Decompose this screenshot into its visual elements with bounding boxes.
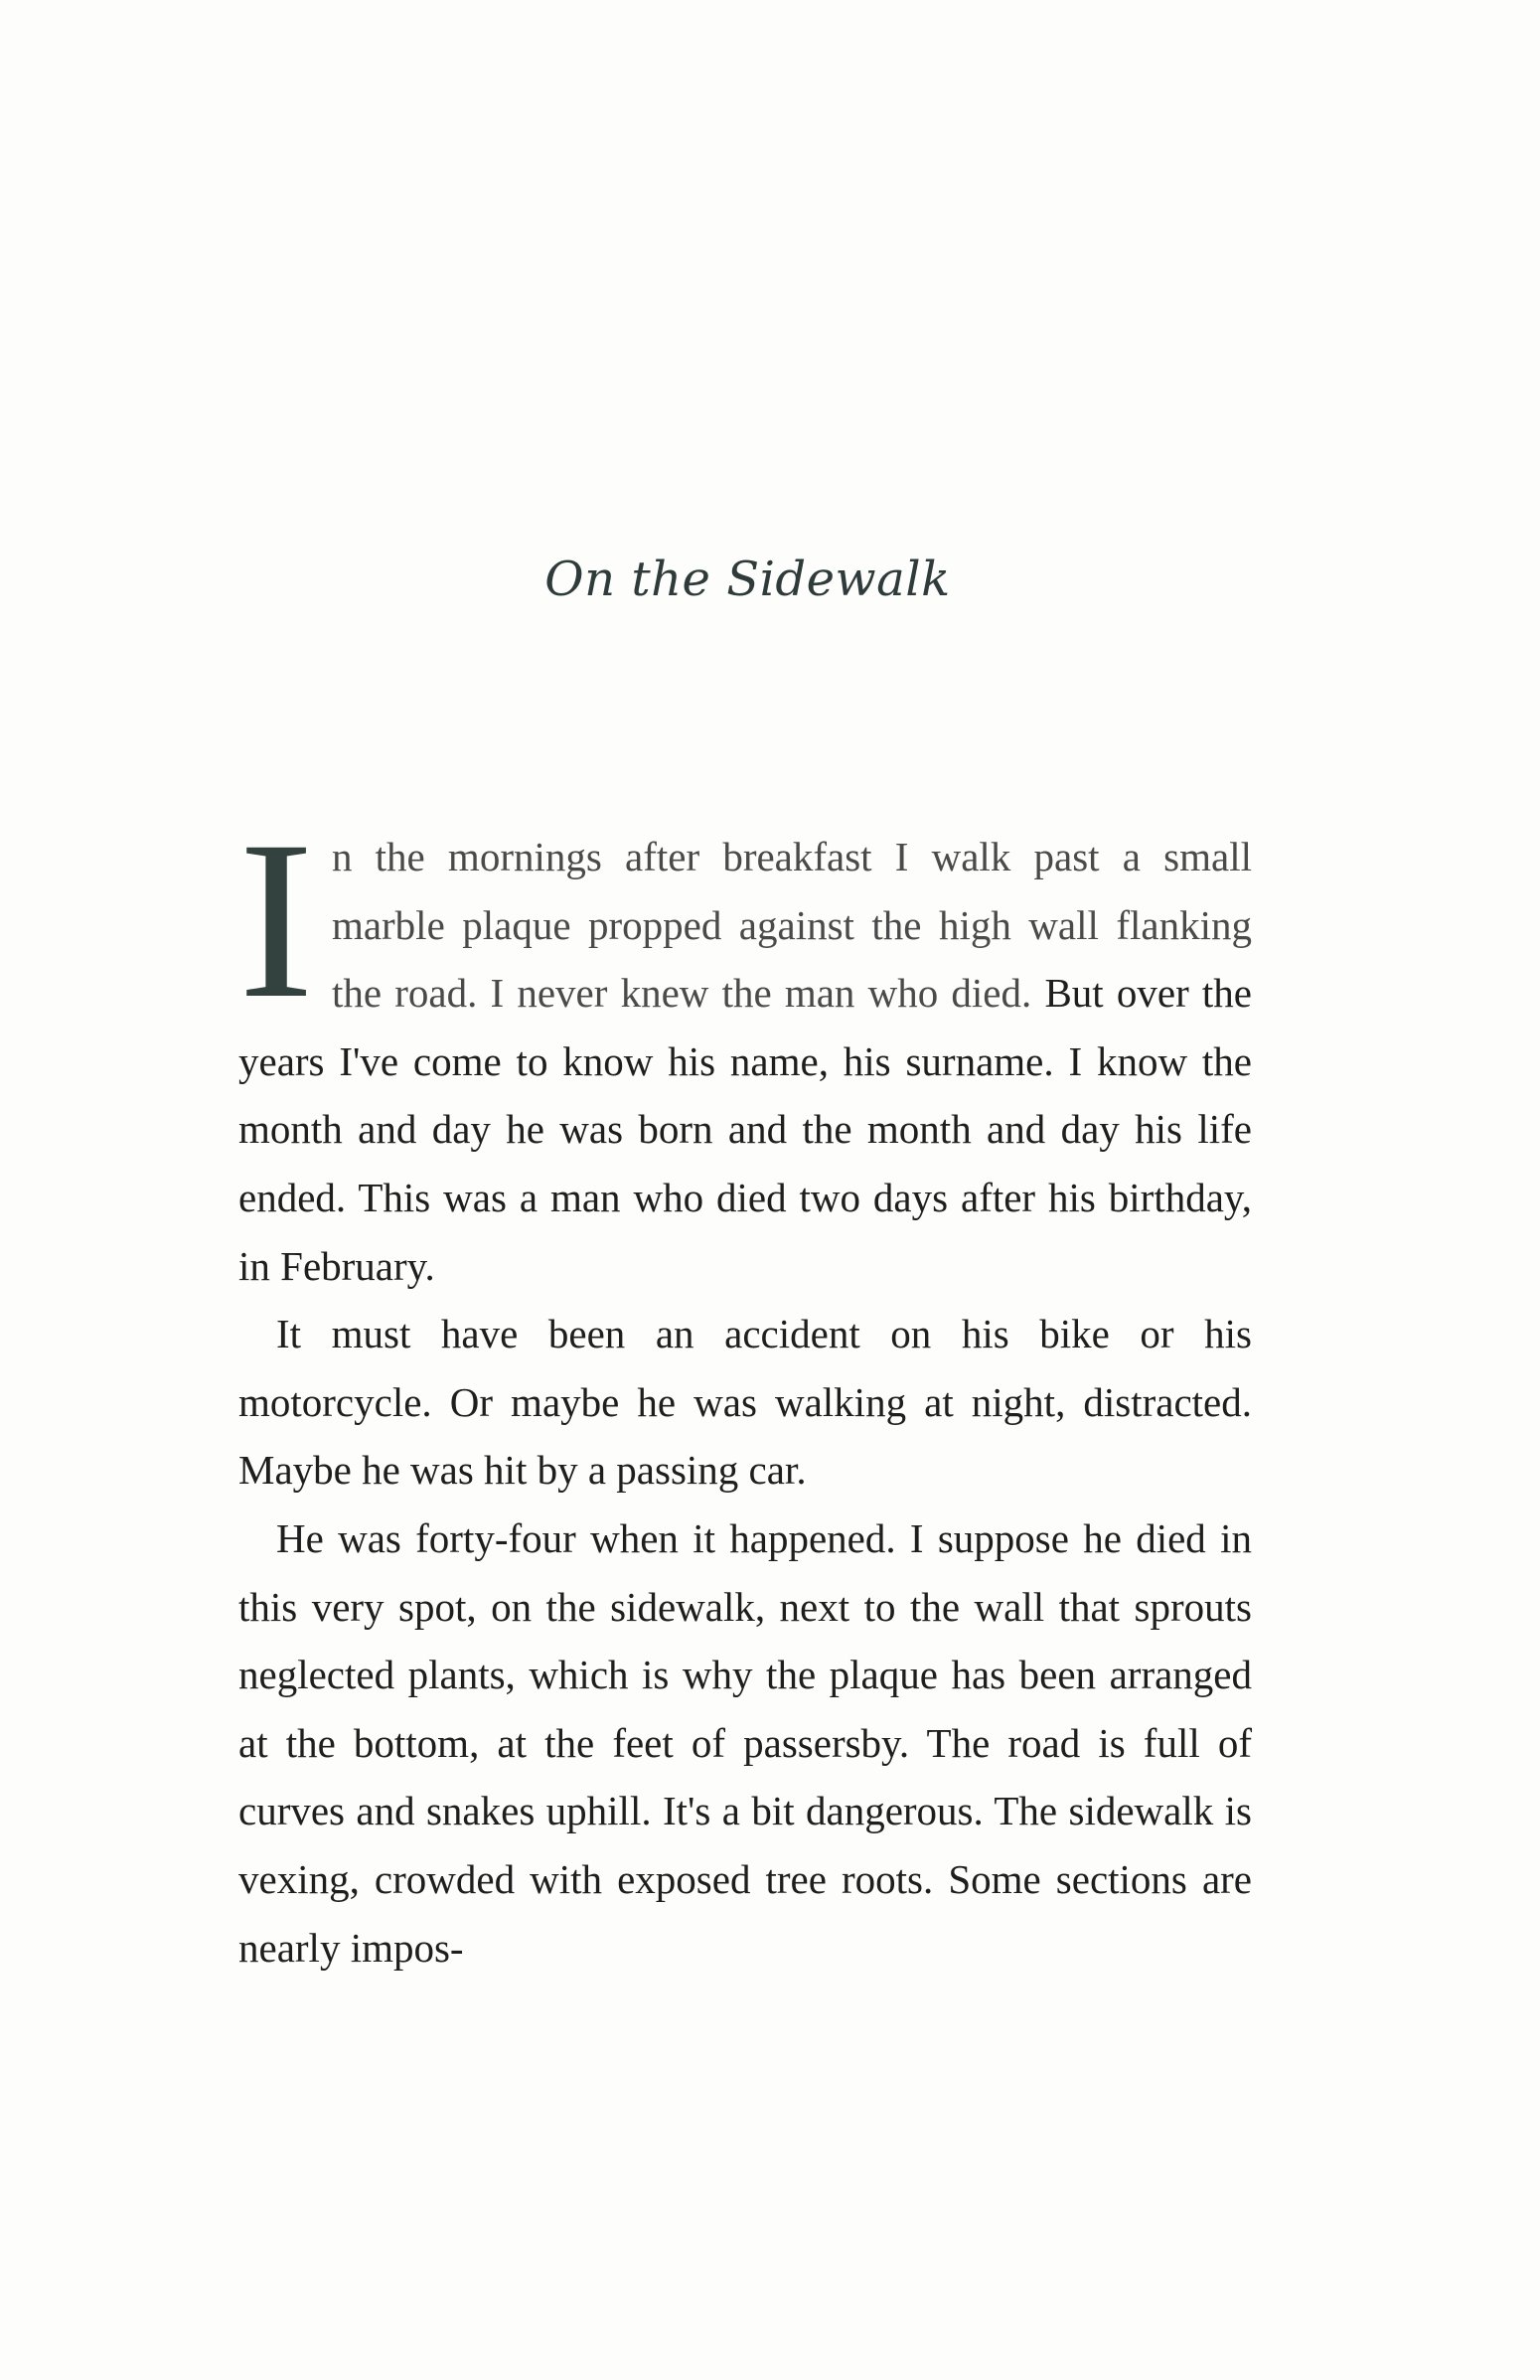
paragraph-1 — [238, 795, 1253, 1300]
chapter-title: On the Sidewalk — [544, 552, 951, 607]
opening-text: n the mornings after breakfast I walk past a small marble plaque propped against the high wall flanking the road. I never knew the man who died. — [331, 834, 1252, 1017]
body-text — [238, 795, 1253, 1982]
paragraph-3: He was forty-four when it happened. I suppose he died in this very spot, on the sidewalk, next to the wall that sprouts neglected plants, which is why the plaque has been arranged at the bottom, at the feet of passersby. The road is full of curves and snakes uphill. It's a bit dangerous. The sidewalk is vexing, crowded with exposed tree roots. Some sections are nearly impos- — [238, 1514, 1252, 1971]
paragraph-2: It must have been an accident on his bike or his motorcycle. Or maybe he was walking at night, distracted. Maybe he was hit by a passing car. — [238, 1311, 1252, 1494]
paragraph-1-text: But over the years I've come to know his name, his surname. I know the month and day he was born and the month and day his life ended. This was a man who died two days after his birthday, in February. — [238, 970, 1253, 1289]
drop-cap: I — [238, 795, 314, 1045]
